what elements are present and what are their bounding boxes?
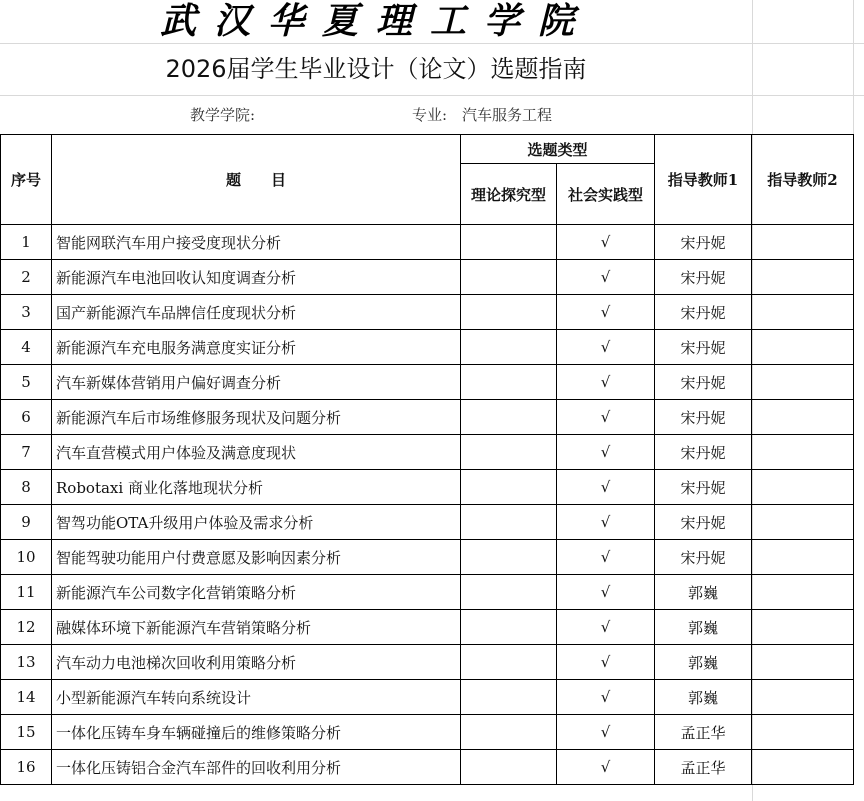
row-number[interactable]: 16 [1,750,52,785]
header-no: 序号 [1,135,52,225]
row-theory-check[interactable] [461,575,557,610]
row-topic[interactable]: 新能源汽车后市场维修服务现状及问题分析 [52,400,461,435]
row-teacher2[interactable] [752,400,854,435]
row-practice-check[interactable]: √ [557,295,655,330]
table-row [1,575,854,610]
row-theory-check[interactable] [461,225,557,260]
row-teacher1[interactable]: 宋丹妮 [655,505,752,540]
row-teacher2[interactable] [752,715,854,750]
table-body [1,225,854,785]
table-row [1,400,854,435]
row-teacher1[interactable]: 宋丹妮 [655,295,752,330]
row-number[interactable]: 6 [1,400,52,435]
row-theory-check[interactable] [461,540,557,575]
row-teacher2[interactable] [752,435,854,470]
row-topic[interactable]: 一体化压铸车身车辆碰撞后的维修策略分析 [52,715,461,750]
row-topic[interactable]: 国产新能源汽车品牌信任度现状分析 [52,295,461,330]
row-teacher2[interactable] [752,680,854,715]
row-topic[interactable]: 汽车直营模式用户体验及满意度现状 [52,435,461,470]
table-row [1,225,854,260]
row-theory-check[interactable] [461,400,557,435]
row-number[interactable]: 10 [1,540,52,575]
row-teacher1[interactable]: 孟正华 [655,715,752,750]
row-number[interactable]: 1 [1,225,52,260]
row-number[interactable]: 12 [1,610,52,645]
row-practice-check[interactable]: √ [557,365,655,400]
row-practice-check[interactable]: √ [557,540,655,575]
row-number[interactable]: 14 [1,680,52,715]
row-number[interactable]: 7 [1,435,52,470]
row-teacher1[interactable]: 郭巍 [655,610,752,645]
row-practice-check[interactable]: √ [557,505,655,540]
table-row [1,540,854,575]
table-row [1,680,854,715]
row-number[interactable]: 15 [1,715,52,750]
header-teacher2: 指导教师2 [752,135,854,225]
row-number[interactable]: 11 [1,575,52,610]
row-teacher1[interactable]: 宋丹妮 [655,365,752,400]
table-row [1,470,854,505]
row-teacher1[interactable]: 宋丹妮 [655,225,752,260]
row-practice-check[interactable]: √ [557,435,655,470]
row-teacher1[interactable]: 郭巍 [655,575,752,610]
row-teacher2[interactable] [752,295,854,330]
table-row [1,715,854,750]
row-number[interactable]: 3 [1,295,52,330]
table-row [1,330,854,365]
row-number[interactable]: 8 [1,470,52,505]
row-topic[interactable]: 新能源汽车电池回收认知度调查分析 [52,260,461,295]
row-topic[interactable]: 新能源汽车充电服务满意度实证分析 [52,330,461,365]
table-row [1,260,854,295]
row-teacher1[interactable]: 郭巍 [655,680,752,715]
row-theory-check[interactable] [461,750,557,785]
row-practice-check[interactable]: √ [557,680,655,715]
table-row [1,365,854,400]
row-theory-check[interactable] [461,330,557,365]
row-theory-check[interactable] [461,260,557,295]
row-theory-check[interactable] [461,470,557,505]
row-topic[interactable]: 汽车新媒体营销用户偏好调查分析 [52,365,461,400]
major-value: 汽车服务工程 [462,106,553,124]
header-type-theory: 理论探究型 [461,164,557,225]
header-teacher1: 指导教师1 [655,135,752,225]
row-teacher2[interactable] [752,645,854,680]
row-number[interactable]: 2 [1,260,52,295]
row-theory-check[interactable] [461,715,557,750]
row-theory-check[interactable] [461,505,557,540]
row-teacher1[interactable]: 孟正华 [655,750,752,785]
row-teacher2[interactable] [752,330,854,365]
row-topic[interactable]: 智能驾驶功能用户付费意愿及影响因素分析 [52,540,461,575]
header-type-practice: 社会实践型 [557,164,655,225]
row-teacher1[interactable]: 宋丹妮 [655,330,752,365]
row-topic[interactable]: 一体化压铸铝合金汽车部件的回收利用分析 [52,750,461,785]
header-topic: 题 目 [52,135,461,225]
row-practice-check[interactable]: √ [557,715,655,750]
row-topic[interactable]: 智驾功能OTA升级用户体验及需求分析 [52,505,461,540]
table-row [1,505,854,540]
table-row [1,750,854,785]
grid-line [853,0,854,134]
row-number[interactable]: 5 [1,365,52,400]
table-row [1,295,854,330]
row-practice-check[interactable]: √ [557,400,655,435]
row-teacher2[interactable] [752,610,854,645]
row-teacher1[interactable]: 宋丹妮 [655,400,752,435]
row-practice-check[interactable]: √ [557,610,655,645]
row-teacher2[interactable] [752,540,854,575]
row-topic[interactable]: 融媒体环境下新能源汽车营销策略分析 [52,610,461,645]
row-number[interactable]: 13 [1,645,52,680]
row-teacher2[interactable] [752,505,854,540]
row-teacher2[interactable] [752,470,854,505]
row-topic[interactable]: Robotaxi 商业化落地现状分析 [52,470,461,505]
table-row [1,645,854,680]
row-teacher1[interactable]: 宋丹妮 [655,540,752,575]
row-practice-check[interactable]: √ [557,645,655,680]
row-number[interactable]: 9 [1,505,52,540]
major-label: 专业: [412,106,448,124]
topic-table [0,134,854,785]
table-row [1,435,854,470]
row-number[interactable]: 4 [1,330,52,365]
row-topic[interactable]: 新能源汽车公司数字化营销策略分析 [52,575,461,610]
row-teacher1[interactable]: 宋丹妮 [655,435,752,470]
row-teacher2[interactable] [752,225,854,260]
row-topic[interactable]: 智能网联汽车用户接受度现状分析 [52,225,461,260]
row-theory-check[interactable] [461,645,557,680]
row-teacher1[interactable]: 宋丹妮 [655,260,752,295]
row-topic[interactable]: 汽车动力电池梯次回收利用策略分析 [52,645,461,680]
row-practice-check[interactable]: √ [557,260,655,295]
school-name: 武汉华夏理工学院 [159,0,592,42]
row-teacher2[interactable] [752,365,854,400]
row-theory-check[interactable] [461,610,557,645]
college-label: 教学学院: [190,106,256,124]
row-practice-check[interactable]: √ [557,225,655,260]
row-theory-check[interactable] [461,435,557,470]
row-teacher1[interactable]: 郭巍 [655,645,752,680]
header-type: 选题类型 [461,135,655,164]
row-teacher2[interactable] [752,260,854,295]
row-practice-check[interactable]: √ [557,330,655,365]
row-theory-check[interactable] [461,365,557,400]
row-theory-check[interactable] [461,680,557,715]
row-topic[interactable]: 小型新能源汽车转向系统设计 [52,680,461,715]
row-practice-check[interactable]: √ [557,575,655,610]
row-practice-check[interactable]: √ [557,470,655,505]
row-teacher2[interactable] [752,750,854,785]
table-row [1,610,854,645]
row-teacher2[interactable] [752,575,854,610]
row-practice-check[interactable]: √ [557,750,655,785]
row-teacher1[interactable]: 宋丹妮 [655,470,752,505]
row-theory-check[interactable] [461,295,557,330]
page-title: 2026届学生毕业设计（论文）选题指南 [165,55,587,83]
